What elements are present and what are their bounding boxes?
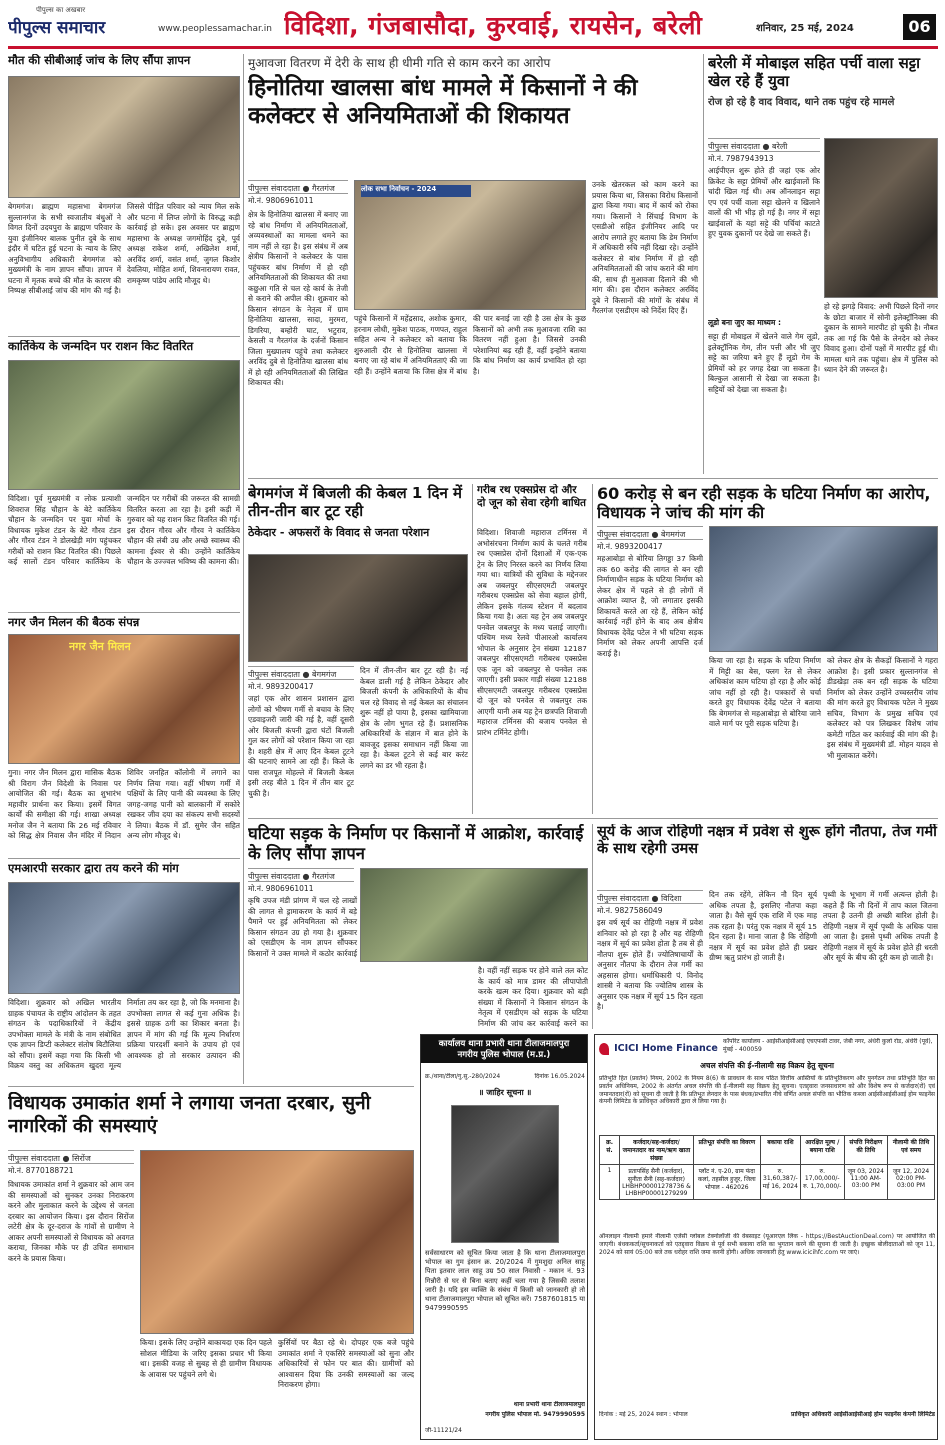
photo-banner-text: नगर जैन मिलन bbox=[69, 640, 131, 653]
divider bbox=[248, 478, 938, 479]
article-body: विदिशा। पूर्व मुख्यमंत्री व लोक प्रत्याशी शिवराज सिंह चौहान के बेटे कार्तिकेय चौहान के जन्मदिन पर युवा मोर्चा के विधायक मुकेश टंडन के बेटे गौरव टंडन और गौरव टंडन ने डोलखेड़ी मांग पहुंचकर गरीबों को राशन किट वितरित की। पिछले कई सालों टंडन परिवार कार्तिकेय के जन्मदिन पर गरीबों की जरूरत की सामग्री वितरित करता आ रहा है। इसी कड़ी में गुरुवार को यह राशन किट वितरित की गई। इस दौरान गौरव और गौरव ने कार्तिकेय चौहान की लंबी उम्र और अच्छे स्वास्थ्य की कामना ईश्वर से की। उन्होंने कार्तिकेय चौहान के उज्ज्वल भविष्य की कामना की। bbox=[8, 494, 240, 567]
page-section-title: विदिशा, गंजबासौदा, कुरवाई, रायसेन, बरेली bbox=[284, 11, 703, 40]
article-byline: पीपुल्स संवाददाता ● गैरतगंज bbox=[248, 868, 354, 882]
article-byline: पीपुल्स संवाददाता ● सिरोंज bbox=[8, 1150, 134, 1164]
article-headline: नगर जैन मिलन की बैठक संपन्न bbox=[8, 616, 140, 629]
th-inspection: संपत्ति निरीक्षण की तिथि bbox=[844, 1136, 888, 1165]
masthead bbox=[8, 6, 938, 46]
icici-brand: ICICI Home Finance bbox=[614, 1043, 718, 1054]
article-bareli-satta bbox=[708, 54, 938, 474]
divider bbox=[703, 54, 704, 474]
article-byline: पीपुल्स संवाददाता ● गैरतगंज bbox=[248, 180, 348, 194]
article-byline: पीपुल्स संवाददाता ● विदिशा bbox=[597, 890, 703, 904]
icici-body-2: ऑनलाइन नीलामी हमारे नीलामी एजेंसी ग्लोबल टेक्नोलॉजी की वेबसाइट (यूआरएल लिंक - https://BestAuctionDeal.com) पर आयोजित की जाएगी। बंधककर्ता/सूचनाकर्ता को एतद्द्वारा विक्रय से पूर्व सभी बकाया राशि का भुगतान करने की सूचना दी जाती है। इच्छुक बोलीदाताओं को जून 11, 2024 को सायं 05:00 बजे तक धरोहर राशि जमा करनी होगी। अधिक जानकारी हेतु www.icicihfc.com पर जाएं। bbox=[599, 1233, 935, 1256]
website-url[interactable]: www.peoplessamachar.in bbox=[158, 24, 272, 34]
article-phone: मो.नं. 9893200417 bbox=[248, 682, 314, 691]
icici-address: कॉर्पोरेट कार्यालय - आईसीआईसीआई एचएफसी टावर, जेबी नगर, अंधेरी कुर्ला रोड, अंधेरी (पूर्व), मुंबई - 400059 bbox=[723, 1038, 933, 1053]
divider bbox=[248, 818, 938, 819]
article-body: पहुंचे किसानों में महेंद्रसाद, अशोक कुमार, हरनाम लोधी, मुकेश पाठक, गणपत, राहुल सहित अन्य ने कलेक्टर को बताया कि शुरुआती दौर से हिनोतिया खालसा में बनाए जा रहे बांध में अनियमितताएं की जा रही हैं। उन्होंने बताया कि जिस क्षेत्र में बांध की पार बनाई जा रही है उस क्षेत्र के कुछ किसानों को अभी तक मुआवजा राशि का वितरण नहीं हुआ है। जिससे उनकी परेशानियां बढ़ रही हैं, वहीं इन्होंने बताया कि बांध निर्माण का कार्य प्रभावित हो रहा है। bbox=[354, 314, 586, 376]
article-subheadline: ठेकेदार - अफसरों के विवाद से जनता परेशान bbox=[248, 526, 430, 539]
icici-auction-notice bbox=[594, 1034, 938, 1440]
divider bbox=[8, 1086, 414, 1087]
article-cbi-memo bbox=[8, 54, 240, 334]
article-kicker: मुआवजा वितरण में देरी के साथ ही धीमी गति से काम करने का आरोप bbox=[248, 56, 551, 70]
icici-body: प्रतिभूति हित (प्रवर्तन) नियम, 2002 के नियम 8(6) के प्रावधान के साथ पठित वित्तीय आस्तियों के प्रतिभूतिकरण और पुनर्गठन तथा प्रतिभूति हित का प्रवर्तन अधिनियम, 2002 के अंतर्गत अचल संपत्ति की ई-नीलामी सह विक्रय हेतु सूचना। एतद्द्वारा जनसाधारण को और विशेष रूप से कर्जदार(रों) एवं जमानतदार(रों) को सूचना दी जाती है कि प्रतिभूत लेनदार के पास बंधक/प्रभारित नीचे वर्णित अचल संपत्ति का भौतिक कब्जा आईसीआईसीआई होम फाइनेंस कंपनी लिमिटेड के प्राधिकृत अधिकारी द्वारा ले लिया गया है। bbox=[599, 1075, 935, 1106]
cell-inspection: जून 03, 2024 11:00 AM-03:00 PM bbox=[844, 1165, 888, 1200]
article-headline: विधायक उमाकांत शर्मा ने लगाया जनता दरबार, सुनी नागरिकों की समस्याएं bbox=[8, 1092, 371, 1137]
article-headline: 60 करोड़ से बन रही सड़क के घटिया निर्माण का आरोप, विधायक ने जांच की मांग की bbox=[597, 484, 931, 523]
article-headline: एमआरपी सरकार द्वारा तय करने की मांग bbox=[8, 862, 179, 875]
article-nautapa bbox=[597, 824, 938, 1029]
article-body: कुर्सियों पर बैठा रहे थे। दोपहर एक बजे पहुंचे उमाकांत शर्मा ने एकसिरे समस्याओं को सुना और अधिकारियों से फोन पर बात की। ग्रामीणों को आश्वासन दिया कि उनकी समस्याओं का जल्द निराकरण होगा। bbox=[278, 1338, 414, 1390]
article-hinotia-dam bbox=[248, 54, 698, 474]
article-phone: मो.नं. 7987943913 bbox=[708, 154, 774, 163]
page-number: 06 bbox=[903, 14, 936, 40]
article-begumganj-cable bbox=[248, 484, 468, 814]
notice-date: दिनांक 16.05.2024 bbox=[534, 1073, 585, 1080]
article-body: दिन में तीन-तीन बार टूट रही है। नई केबल डाली गई है लेकिन ठेकेदार और बिजली कंपनी के अधिकारियों के बीच चल रहे विवाद से नई केबल का संचालन शुरू नहीं हो पाया है, इसका खामियाजा क्षेत्र के लोग भुगत रहे हैं। प्रशासनिक अधिकारियों के संज्ञान में बात होने के बावजूद इसका समाधान नहीं किया जा रहा है। केबल टूटने से कई बार करंट लगने का डर भी रहता है। bbox=[360, 666, 468, 770]
article-photo bbox=[824, 138, 938, 298]
notice-body: सर्वसाधारण को सूचित किया जाता है कि थाना टीलाजमालपुरा भोपाल का गुम इंसान क्र. 20/2024 में गुमशुदा अनिल साहू पिता इतवार लाल साहू उम्र 50 साल निवासी - मकान नं. 93 गिन्नौरी से घर से बिना बताए कहीं चला गया है जिसकी तलाश जारी है। यदि इस व्यक्ति के संबंध में किसी को जानकारी हो तो थाना टीलाजमालपुरा भोपाल को सूचित करें। 7587601815 या 9479990595 bbox=[425, 1249, 585, 1313]
article-headline: घटिया सड़क के निर्माण पर किसानों में आक्रोश, कार्रवाई के लिए सौंपा ज्ञापन bbox=[248, 824, 584, 863]
article-headline: सूर्य के आज रोहिणी नक्षत्र में प्रवेश से शुरू होंगे नौतपा, तेज गर्मी के साथ रहेगी उमस bbox=[597, 824, 937, 858]
th-borrower: कर्जदार/सह-कर्जदार/जमानतदार का नाम/ऋण खाता संख्या bbox=[620, 1136, 694, 1165]
article-janta-darbar bbox=[8, 1092, 414, 1440]
brand-logo bbox=[8, 6, 158, 40]
article-photo bbox=[360, 868, 588, 962]
article-body: दिन तक रहेंगे, लेकिन नौ दिन सूर्य अधिक तपता है, इसलिए नौतपा कहा जाता है। वैसे सूर्य एक राशि में एक माह तक रहता है। परंतु एक नक्षत्र में सूर्य 15 दिन रहता है। माना जाता है कि रोहिणी नक्षत्र में सूर्य का प्रवेश होते ही प्रखर ग्रीष्म ऋतु प्रारंभ हो जाती है। bbox=[709, 890, 817, 963]
article-photo bbox=[8, 76, 240, 198]
article-body: सट्टा ही मोबाइल में खेलने वाले गेम लूडो, इलेक्ट्रॉनिक गेम, तीन पत्ती और भी जुए सट्टे का जरिया बने हुए हैं लूडो गेम के प्रेमियों को हर जगह देखा जा सकता है। बिल्कुल आसानी से देखा जा सकता है। सट्टियों को देखा जा सकता है। bbox=[708, 332, 820, 394]
article-phone: मो.नं. 9806961011 bbox=[248, 196, 314, 205]
divider bbox=[472, 484, 473, 814]
article-byline: पीपुल्स संवाददाता ● बरेली bbox=[708, 138, 820, 152]
divider bbox=[8, 336, 240, 337]
icici-logo-mark bbox=[599, 1043, 609, 1055]
cell-due: रु. 31,60,387/- मई 16, 2024 bbox=[760, 1165, 800, 1200]
article-byline: पीपुल्स संवाददाता ● बेगमगंज bbox=[248, 666, 354, 680]
article-phone: मो.नं. 9806961011 bbox=[248, 884, 314, 893]
divider bbox=[592, 484, 593, 814]
icici-logo bbox=[599, 1038, 719, 1056]
th-sno: क्र. सं. bbox=[600, 1136, 620, 1165]
article-body: विदिशा। शिवाजी महाराज टर्मिनस में अभोसंरचना निर्माण कार्य के चलते गरीब रथ एक्सप्रेस दोनों दिशाओं में एक-एक ट्रेन के लिए निरस्त करने का निर्णय लिया गया था। यात्रियों की सुविधा के मद्देनजर अब जबलपुर सीएसएमटी जबलपुर गरीबरथ एक्सप्रेस को सेवा बहाल होगी, लेकिन इसके गंतव्य स्टेशन में बदलाव किया गया है। अतः यह ट्रेन अब जबलपुर पनवेल जबलपुर के मध्य चलाई जाएगी। पश्चिम मध्य रेलवे पीआरओ कार्यालय भोपाल के अनुसार ट्रेन संख्या 12187 जबलपुर सीएसएमटी गरीबरथ एक्सप्रेस एक जून को जबलपुर से पनवेल तक जाएगी। इसी प्रकार गाड़ी संख्या 12188 सीएसएमटी जबलपुर गरीबरथ एक्सप्रेस दो जून को पनवेल से जबलपुर तक आएगी यानी अब यह ट्रेन छत्रपति शिवाजी महाराज टर्मिनस की बजाय पनवेल से प्रारंभ टर्मिनेट होगी। bbox=[477, 528, 587, 737]
th-reserve: आरक्षित मूल्य / बयाना राशि bbox=[800, 1136, 844, 1165]
article-photo bbox=[140, 1150, 414, 1334]
article-body: जहां एक ओर शासन प्रशासन द्वारा लोगों को भीषण गर्मी से बचाव के लिए एडवाइजरी जारी की गई है, वहीं दूसरी ओर बिजली कंपनी द्वारा घंटों बिजली गुल कर लोगों को परेशान किया जा रहा है। शहरी क्षेत्र में आए दिन केबल टूटने की घटनाएं सामने आ रही हैं। किले के पास राजपूत मोहल्ले में बिजली केबल इसी तरह बीते 1 दिन में तीन बार टूट चुकी है। bbox=[248, 694, 354, 798]
article-body: कृषि उपज मंडी प्रांगण में चल रहे लाखों की लागत से ड्रामाकरण के कार्य में बड़े पैमाने पर हुई अनियमितता को लेकर किसान संगठन उग्र हो गया है। शुक्रवार को एसडीएम के नाम ज्ञापन सौंपकर किसानों ने उक्त मामले में कठोर कार्रवाई bbox=[248, 896, 357, 958]
article-phone: मो.नं. 9827586049 bbox=[597, 906, 663, 915]
article-body: उनके खेतरकल को काम करने का प्रयास किया था, जिसका विरोध किसानों द्वारा किया गया। बाद में कार्य को रोका गया। किसानों ने सिंचाई विभाग के एसडीओ सहित इंजीनियर आदि पर आरोप लगाते हुए बताया कि डेम निर्माण में अधिकारी रुचि नहीं दिखा रहे। उन्होंने कलेक्टर से बांध निर्माण में हो रही अनियमितताओं की जांच कराने की मांग की, साथ ही मुआवजा दिलाने की भी मांग की। इस दौरान कलेक्टर अरविंद दुबे ने किसानों की मांगों के संबंध में गैरतगंज एसडीएम को निर्देश दिए हैं। bbox=[592, 180, 698, 316]
cell-property: प्लॉट नं. ए-20, ग्राम फंदा कलां, तहसील हुजूर, जिला भोपाल - 462026 bbox=[693, 1165, 760, 1200]
article-phone: मो.नं. 8770188721 bbox=[8, 1166, 74, 1175]
th-auction: नीलामी की तिथि एवं समय bbox=[888, 1136, 935, 1165]
notice-ad-number: जी-11121/24 bbox=[425, 1427, 462, 1434]
article-body-mrp: विदिशा। शुक्रवार को अखिल भारतीय ग्राहक पंचायत के राष्ट्रीय आंदोलन के तहत संगठन के पदाधिकारियों ने केंद्रीय उपभोक्ता मामले के मंत्री के नाम संबोधित एक ज्ञापन डिप्टी कलेक्टर संतोष बिटौलिया को सौंपा। इसमें कहा गया कि किसी भी विक्रय वस्तु का अधिकतम खुदरा मूल्य निर्माता तय कर रहा है, जो कि मनमाना है। उपभोक्ता लागत से कई गुना अधिक है। इससे ग्राहक ठगी का शिकार बनता है। ज्ञापन में मांग की गई कि मूल्य निर्धारण प्रक्रिया पारदर्शी बनाने के उपाय हो एवं आवश्यक हो तो सरकार उत्पादन की bbox=[8, 998, 240, 1071]
divider bbox=[8, 858, 240, 859]
header-rule bbox=[8, 46, 938, 49]
icici-place-date: दिनांक : मई 25, 2024 स्थान : भोपाल bbox=[599, 1411, 688, 1418]
article-body: किया। इसके लिए उन्होंने बाकायदा एक दिन पहले सोशल मीडिया के जरिए इसका प्रचार भी किया था। इसकी वजह से सुबह से ही ग्रामीण विधायक के आवास पर पहुंचने लगे थे। bbox=[140, 1338, 272, 1379]
article-body: किया जा रहा है। सड़क के घटिया निर्माण में मिट्टी का बेस, फ्लग रेत से लेकर अधिकांश काम घटिया हो रहा है और कोई जांच नहीं हो रही है। पत्रकारों से चर्चा करते हुए विधायक देवेंद्र पटेल ने बताया कि बेगमगंज से महआबोड़ा से बोरिया जाने वाले मार्ग पर पूरी सड़क घटिया है। bbox=[709, 656, 821, 729]
auction-table bbox=[599, 1135, 935, 1229]
article-body: आईपीएल शुरू होते ही जहां एक ओर क्रिकेट के सट्टा प्रेमियों और खाईवालों कि चांदी खिल गई थी। अब ऑनलाइन सट्टा एप एवं पर्ची वाला सट्टा खेलने व खिलाने वालों की भी भीड़ हो गई है। नगर में सट्टा खाईवालों के यहां सट्टे की पर्चियां काटते हुए युवक दुकानों पर देखे जा सकते हैं। bbox=[708, 166, 820, 239]
article-body: क्षेत्र के हिनोतिया खालसा में बनाए जा रहे बांध निर्माण में अनियमितताओं, अव्यवस्थाओं का मामला थमने का नाम नहीं ले रहा है। इस संबंध में अब क्षेत्रीय किसानों ने कलेक्टर के पास पहुंचकर बांध निर्माण में हो रही अनियमितताओं की शिकायत की तथा कछुआ गति से चल रहे कार्य के तेजी से कराने की अपील की। शुक्रवार को किसान संगठन के नेतृत्व में ग्राम हिनोतिया खालसा, सादा, मुरमरा, डिगरिया, बम्होरी घाट, भटुराव, केसली व गैरतगंज के दर्जनों किसान जिला मुख्यालय पहुंचे तथा कलेक्टर अरविंद दुबे से हिनोतिया खालसा बांध में हो रही अनियमितताओं की लिखित शिकायत की। bbox=[248, 210, 348, 388]
article-headline: कार्तिकेय के जन्मदिन पर राशन किट वितरित bbox=[8, 340, 194, 353]
article-60-crore-road bbox=[597, 484, 938, 814]
article-body: इस वर्ष सूर्य का रोहिणी नक्षत्र में प्रवेश शनिवार को हो रहा है और यह रोहिणी नक्षत्र में सूर्य का प्रवेश होता है तब से ही नौतपा शुरू होते हैं। ज्योतिषाचार्यों के अनुसार नौतपा के दौरान तेज गर्मी का अहसास होगा। धर्माधिकारी पं. विनोद शास्त्री ने बताया कि ज्योतिष शास्त्र के अनुसार एक नक्षत्र में सूर्य 15 दिन रहता है। bbox=[597, 918, 703, 1012]
icici-title: अचल संपत्ति की ई-नीलामी सह विक्रय हेतु सूचना bbox=[700, 1061, 834, 1070]
divider bbox=[243, 54, 244, 1084]
article-photo bbox=[354, 180, 586, 310]
cell-reserve: रु. 17,00,000/- रु. 1,70,000/- bbox=[800, 1165, 844, 1200]
table-row bbox=[600, 1165, 935, 1200]
article-headline: हिनोतिया खालसा बांध मामले में किसानों ने की कलेक्टर से अनियमिताओं की शिकायत bbox=[248, 75, 638, 129]
th-due: बकाया राशि bbox=[760, 1136, 800, 1165]
article-headline: मौत की सीबीआई जांच के लिए सौंपा ज्ञापन bbox=[8, 54, 191, 67]
divider bbox=[8, 612, 240, 613]
article-jain-meeting bbox=[8, 616, 240, 856]
article-byline: पीपुल्स संवाददाता ● बेगमगंज bbox=[597, 526, 703, 540]
notice-signature-contact: नगरीय पुलिस भोपाल मो. 9479990595 bbox=[485, 1411, 585, 1418]
photo-banner-text: लोक सभा निर्वाचन - 2024 bbox=[361, 185, 471, 197]
article-subhead: लूडो बना जुए का माध्यम : bbox=[708, 318, 781, 327]
icici-signature: प्राधिकृत अधिकारी आईसीआईसीआई होम फाइनेंस कंपनी लिमिटेड bbox=[791, 1411, 935, 1418]
notice-title: ॥ जाहिर सूचना ॥ bbox=[478, 1088, 532, 1097]
cell-sno: 1 bbox=[600, 1165, 620, 1200]
article-subheadline: रोज हो रहे है वाद विवाद, थाने तक पहुंच रहे मामले bbox=[708, 97, 895, 108]
article-body: हो रहे झगड़े विवाद: अभी पिछले दिनों नगर के छोटा बाजार में सोनी इलेक्ट्रॉनिक्स की दुकान के सामने मारपीट हो चुकी है। नौबत तक आ गई कि पैसे के लेनदेन को लेकर विवाद हुआ। दोनों पक्षों में मारपीट हुई थी। मामला थाने तक पहुंचा। क्षेत्र में पुलिस को ध्यान देने की जरूरत है। bbox=[824, 302, 938, 375]
article-poor-road-protest bbox=[248, 824, 588, 1029]
article-body: को लेकर क्षेत्र के सैकड़ों किसानों ने गहरा आक्रोश है। इसी प्रकार सुल्तानगंज से डीडखेड़ा तक बन रही सड़क के घटिया निर्माण को लेकर उन्होंने उच्चस्तरीय जांच की मांग करते हुए विधायक पटेल ने मुख्य सचिव, विभाग के प्रमुख सचिव एवं कलेक्टर को पत्र लिखकर विशेष जांच कमेटी गठित कर कार्रवाई की मांग की है। इस संबंध में मुख्यमंत्री डॉ. मोहन यादव से भी मुलाकात करेंगे। bbox=[827, 656, 938, 760]
brand-name: पीपुल्स समाचार bbox=[8, 18, 106, 38]
missing-person-photo bbox=[451, 1105, 559, 1243]
article-body: बेगमगंज। ब्राह्मण महासभा बेगमगंज सुल्तानगंज के सभी स्वजातीय बंधुओं ने विगत दिनों उदयपुरा के ब्राह्मण परिवार के युवा इंजीनियर बालक पुनीत दुबे के साथ इंदौर में घटित हुई घटना के न्याय के लिए अनुविभागीय अधिकारी बेगमगंज को मुख्यमंत्री के नाम ज्ञापन सौंपा। ज्ञापन में घटना में मृतक बच्चे की मौत के कारण की निष्पक्ष सीबीआई जांच की मांग की गई है। जिससे पीड़ित परिवार को न्याय मिल सके और घटना में लिप्त लोगों के विरुद्ध कड़ी कार्रवाई हो सके। इस अवसर पर ब्राह्मण महासभा के अध्यक्ष जगमोहिंद दुबे, पूर्व अध्यक्ष राकेश शर्मा, अखिलेश शर्मा, अरविंद शर्मा, वसंत शर्मा, जुगल किशोर देवलिया, मोहित शर्मा, शिवनारायण रावत, रामकृष्ण पांडेय आदि मौजूद थे। bbox=[8, 202, 240, 296]
notice-ref: क्र./थाना/टीला/गु.सु.-280/2024 bbox=[425, 1073, 501, 1080]
notice-office: कार्यालय थाना प्रभारी थाना टीलाजमालपुरा bbox=[438, 1039, 570, 1049]
article-body: महआबोड़ा से बोरिया तिगड्डा 37 किमी तक 60 करोड़ की लागत से बन रही निर्माणाधीन सड़क के घटिया निर्माण को लेकर क्षेत्र में पहले से ही लोगों में आक्रोश व्याप्त है, जो लगातार इसकी शिकायतें करते आ रहे हैं, लेकिन कोई कार्रवाई नहीं होने के बाद अब क्षेत्रीय विधायक देवेंद्र पटेल ने भी घटिया सड़क निर्माण को लेकर अपनी आपत्ति दर्ज कराई है। bbox=[597, 554, 703, 658]
article-headline: बेगमगंज में बिजली की केबल 1 दिन में तीन-तीन बार टूट रही bbox=[248, 484, 462, 520]
brand-tagline: पीपुल्स का अखबार bbox=[36, 6, 86, 14]
police-notice bbox=[420, 1034, 588, 1440]
article-photo bbox=[8, 360, 240, 490]
cell-auction: जून 12, 2024 02:00 PM-03:00 PM bbox=[888, 1165, 935, 1200]
article-phone: मो.नं. 9893200417 bbox=[597, 542, 663, 551]
article-garib-rath bbox=[477, 484, 587, 814]
article-body: गुना। नगर जैन मिलन द्वारा मासिक बैठक श्री विराग जैन विदेशी के निवास पर आयोजित की गई। बैठक का शुभारंभ महावीर प्रार्थना कर किया। इसमें विगत कार्यों की समीक्षा की गई। शाखा अध्यक्ष मनोज जैन ने बताया कि 26 मई रविवार को सिद्ध क्षेत्र निवास जैन मंदिर में निदान शिविर जनहित कॉलोनी में लगाने का निर्णय लिया गया। वहीं भीषण गर्मी में पक्षियों के लिए पानी की व्यवस्था के लिए जगह-जगह पानी को बालकानी में सकोरे रखकर जीव दया का संकल्प सभी सदस्यों ने लिया। बैठक में डॉ. सुमेर जैन सहित अन्य लोग मौजूद थे। bbox=[8, 768, 240, 841]
article-ration-kit bbox=[8, 340, 240, 610]
issue-date: शनिवार, 25 मई, 2024 bbox=[756, 23, 854, 34]
article-photo bbox=[248, 554, 468, 662]
article-headline: गरीब रथ एक्सप्रेस दो और दो जून को सेवा रहेगी बाधित bbox=[477, 484, 587, 509]
article-body: पृथ्वी के भूभाग में गर्मी अत्यन्त होती है। कहते हैं कि नौ दिनों में ताप काल जितना तपता है उतनी ही अच्छी बारिश होती है। रोहिणी नक्षत्र में सूर्य पृथ्वी के अधिक पास आ जाता है। इससे पृथ्वी अधिक तपती है रोहिणी नक्षत्र में सूर्य के प्रवेश होते ही धरती और सूर्य के बीच की दूरी कम हो जाती है। bbox=[823, 890, 938, 963]
notice-signature: थाना प्रभारी थाना टीलाजमालपुरा bbox=[513, 1401, 585, 1408]
article-photo bbox=[8, 882, 240, 994]
article-body: है। वहीं नहीं सड़क पर होने वाले तल कोट के कार्य को मात्र डामर की लीपापोती करके खत्म कर दिया। शुक्रवार को बड़ी संख्या में किसानों ने किसान संगठन के नेतृत्व में एसडीएम को सड़क के घटिया निर्माण की जांच कर कार्रवाई करने का bbox=[478, 966, 588, 1028]
article-body: विधायक उमाकांत शर्मा ने शुक्रवार को आम जन की समस्याओं को सुनकर उनका निराकरण करने और मुलाकात करने के उद्देश्य से जनता दरबार का आयोजन किया। इस दौरान सिरोंज लटेरी क्षेत्र के दूर-दराज के गांवों से ग्रामीण ने आकर अपनी समस्याओं से विधायक को अवगत कराया, जिनका मौके पर ही उचित समाधान करने के प्रयास किया। bbox=[8, 1180, 134, 1263]
divider bbox=[592, 824, 593, 1029]
cell-borrower: प्रतापसिंह सैनी (कर्जदार), सुनीता सैनी (सह-कर्जदार) LHBHP00001278736 & LHBHP00001279299 bbox=[620, 1165, 694, 1200]
th-property: प्रतिभूत संपत्ति का विवरण bbox=[693, 1136, 760, 1165]
article-photo bbox=[8, 634, 240, 764]
notice-office-city: नगरीय पुलिस भोपाल (म.प्र.) bbox=[457, 1050, 551, 1060]
article-headline: बरेली में मोबाइल सहित पर्ची वाला सट्टा खेल रहे हैं युवा bbox=[708, 54, 921, 90]
article-photo bbox=[709, 526, 938, 652]
